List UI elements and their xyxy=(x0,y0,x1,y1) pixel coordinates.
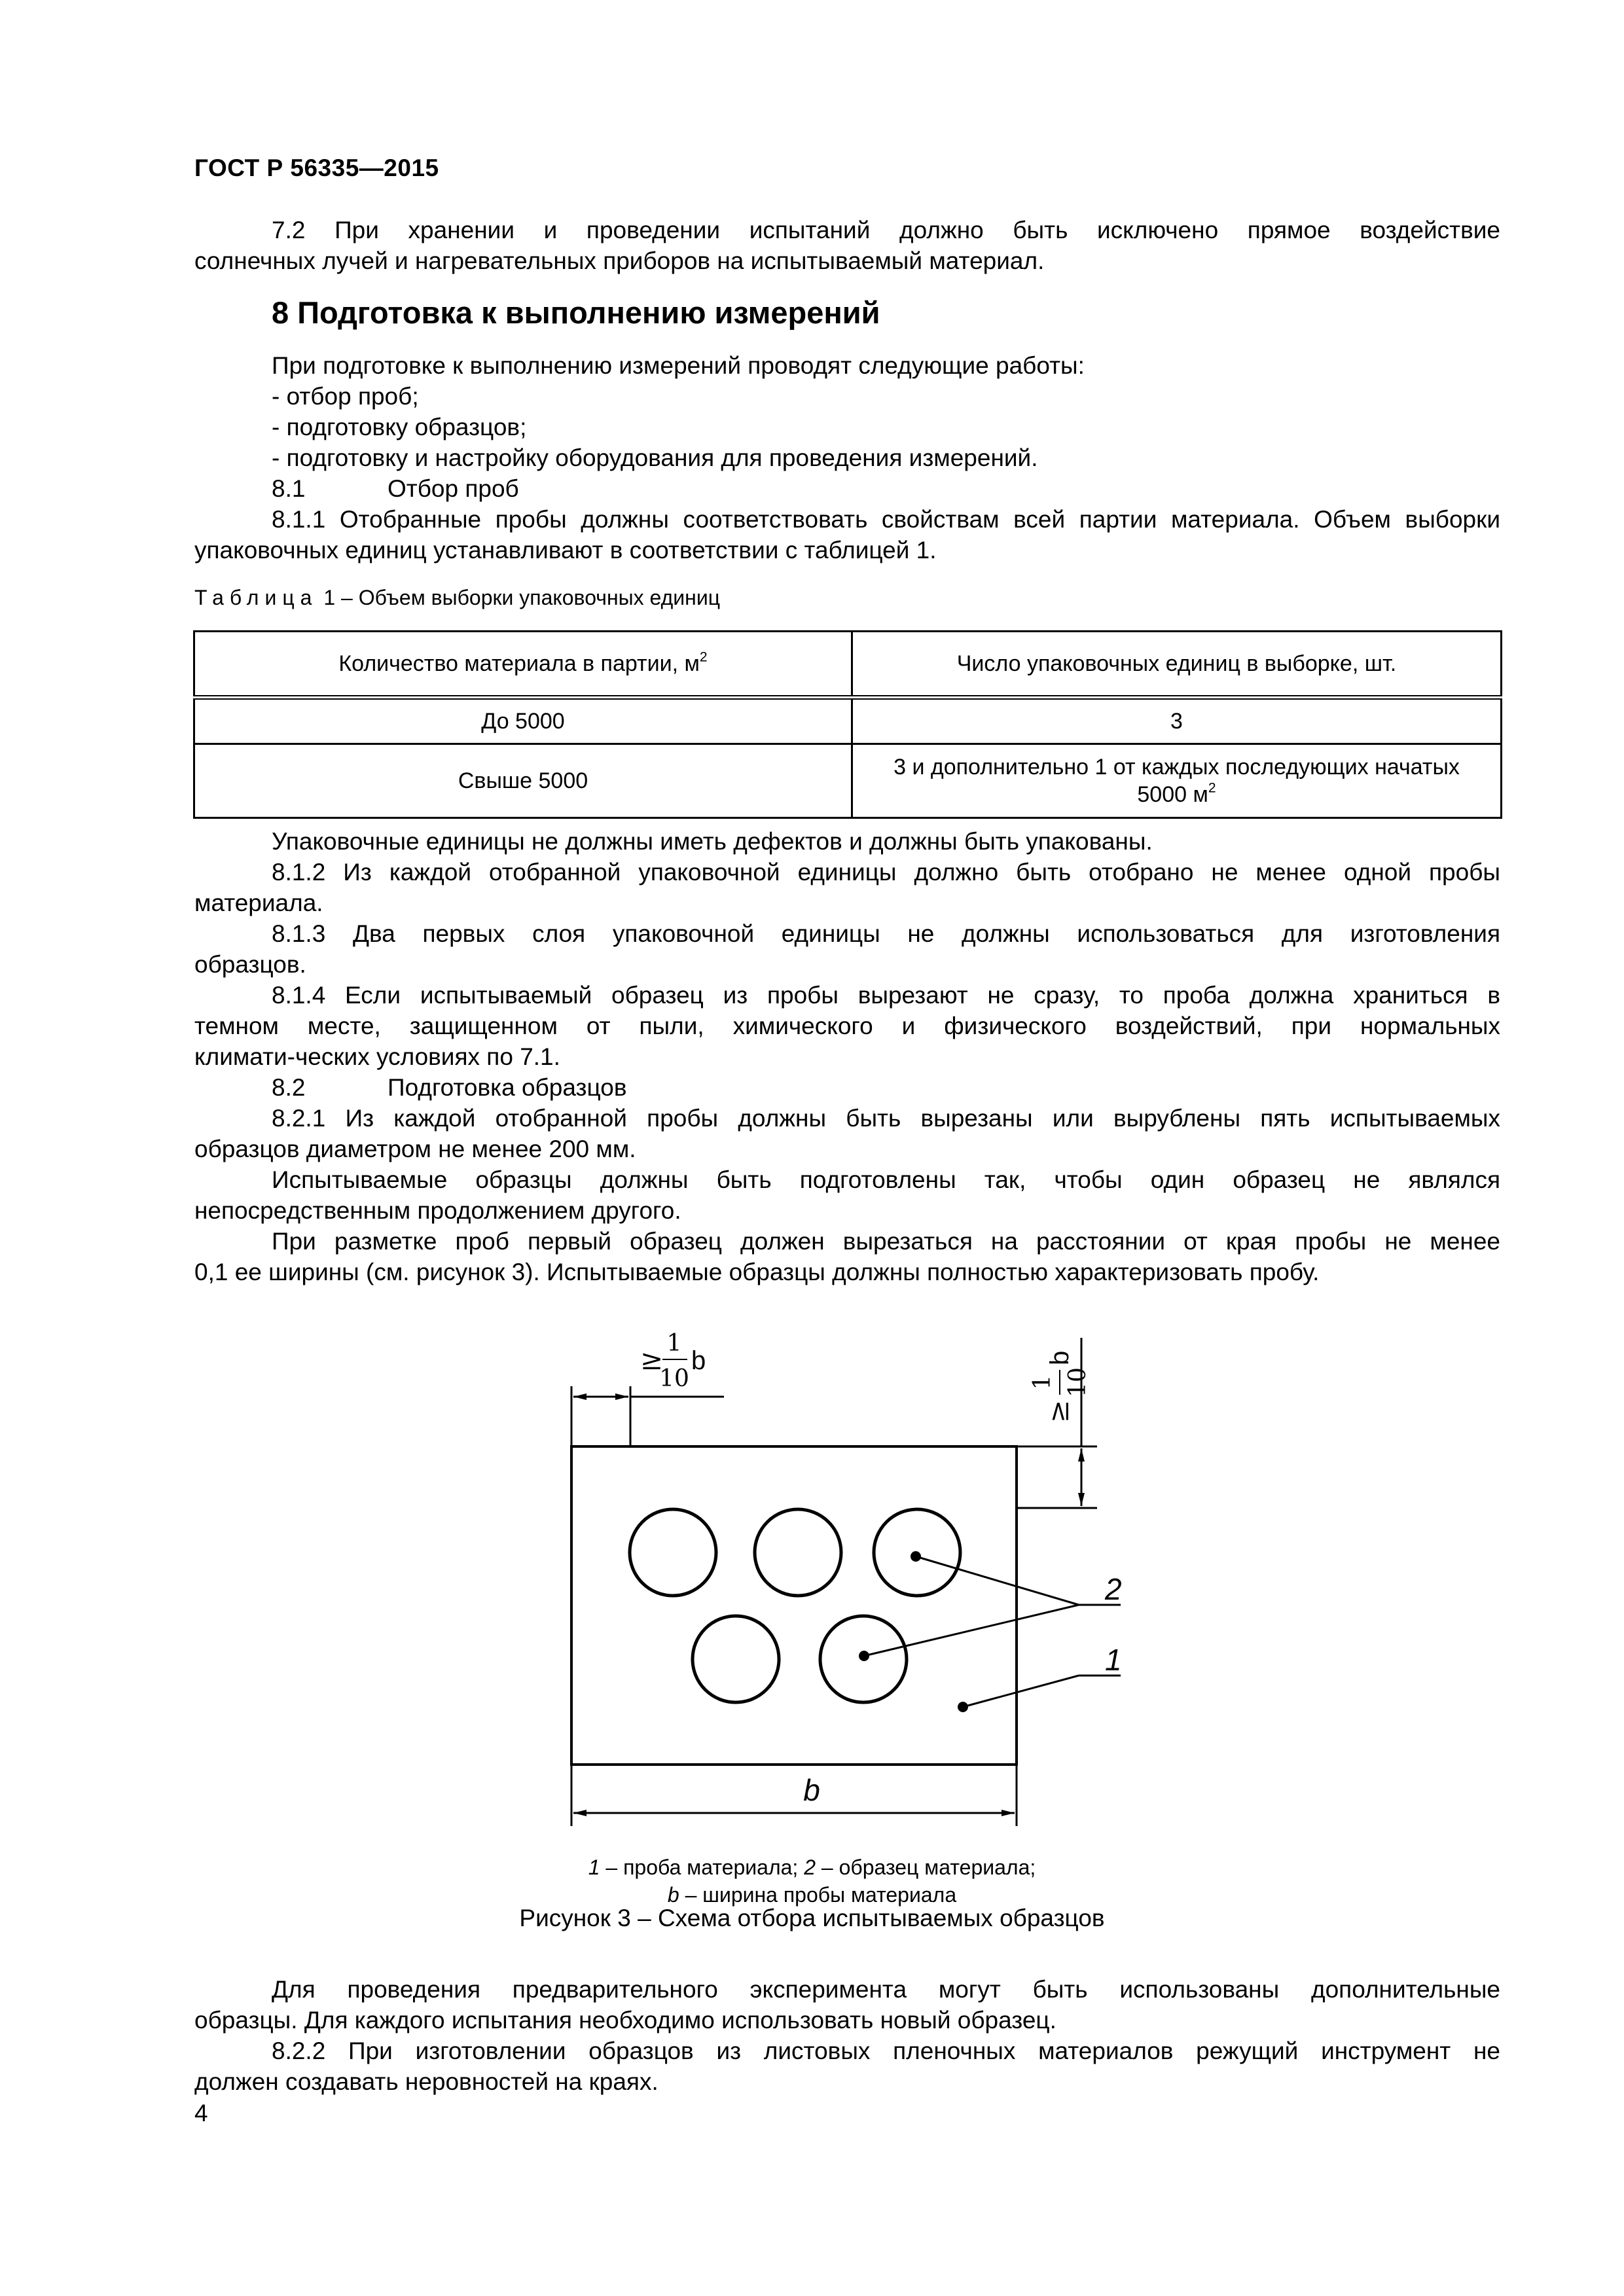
header-text: Количество материала в партии, м xyxy=(338,651,700,676)
document-code-header: ГОСТ Р 56335—2015 xyxy=(194,154,439,181)
text-line: 8.2.2 При изготовлении образцов из листовых пленочных материалов режущий инструмент не xyxy=(272,2037,1500,2064)
callout-1: 1 xyxy=(1105,1643,1122,1677)
legend-text: – проба материала; xyxy=(600,1856,804,1879)
text-line: 0,1 ее ширины (см. рисунок 3). Испытываемые образцы должны полностью характеризовать пробу. xyxy=(194,1259,1320,1285)
text-line: 8.2.1 Из каждой отобранной пробы должны быть вырезаны или вырублены пять испытываемых xyxy=(272,1105,1500,1132)
dimension-b: b xyxy=(1045,1350,1074,1365)
subsection-title-text: Подготовка образцов xyxy=(388,1074,627,1101)
text-line: должен создавать неровностей на краях. xyxy=(194,2068,659,2095)
figure-caption: Рисунок 3 – Схема отбора испытываемых образцов xyxy=(519,1905,1105,1931)
text-line: 8.1.2 Из каждой отобранной упаковочной единицы должно быть отобрано не менее одной пробы xyxy=(272,859,1500,886)
text-line: солнечных лучей и нагревательных приборов на испытываемый материал. xyxy=(194,247,1045,274)
table-caption-text: 1 – Объем выборки упаковочных единиц xyxy=(323,586,721,609)
subsection-number: 8.1 xyxy=(272,475,306,502)
text-line: упаковочных единиц устанавливают в соответствии с таблицей 1. xyxy=(194,537,937,564)
text-line: 8.1.1 Отобранные пробы должны соответствовать свойствам всей партии материала. Объем выборки xyxy=(272,506,1500,533)
leader-line xyxy=(916,1556,1079,1605)
text-line: Для проведения предварительного эксперимента могут быть использованы дополнительные xyxy=(272,1976,1500,2003)
text-line: климати-ческих условиях по 7.1. xyxy=(194,1043,560,1070)
dimension-denominator: 10 xyxy=(1064,1367,1091,1397)
legend-key: 1 xyxy=(588,1856,600,1879)
table-cell: 3 xyxy=(852,698,1502,744)
list-item: - подготовку и настройку оборудования для проведения измерений. xyxy=(272,444,1038,471)
text-line: Испытываемые образцы должны быть подготовлены так, чтобы один образец не являлся xyxy=(272,1166,1500,1193)
dimension-ge: ≥ xyxy=(640,1344,664,1376)
subsection-number: 8.2 xyxy=(272,1074,306,1101)
text-line: 8.1.4 Если испытываемый образец из пробы вырезают не сразу, то проба должна храниться в xyxy=(272,982,1500,1009)
sample-rectangle xyxy=(571,1446,1017,1765)
table-header-cell: Число упаковочных единиц в выборке, шт. xyxy=(852,632,1502,698)
text-line: При подготовке к выполнению измерений проводят следующие работы: xyxy=(272,352,1085,379)
cell-text-line: 3 и дополнительно 1 от каждых последующих начатых xyxy=(893,755,1460,780)
specimen-circle xyxy=(755,1509,841,1596)
legend-line xyxy=(0,1854,1624,1881)
dimension-b: b xyxy=(691,1346,706,1375)
leader-line xyxy=(963,1676,1079,1707)
text-line: образцов диаметром не менее 200 мм. xyxy=(194,1136,636,1162)
text-line: непосредственным продолжением другого. xyxy=(194,1197,681,1224)
callout-2: 2 xyxy=(1105,1572,1122,1606)
superscript: 2 xyxy=(699,649,708,664)
text-line: При разметке проб первый образец должен вырезаться на расстоянии от края пробы не менее xyxy=(272,1228,1500,1255)
text-line: материала. xyxy=(194,889,323,916)
legend-key: b xyxy=(667,1883,679,1907)
text-line: образцы. Для каждого испытания необходимо использовать новый образец. xyxy=(194,2007,1056,2034)
dimension-numerator: 1 xyxy=(1029,1374,1056,1390)
figure-legend xyxy=(0,1854,1624,1909)
text-line: 7.2 При хранении и проведении испытаний должно быть исключено прямое воздействие xyxy=(272,217,1500,243)
text-line: темном месте, защищенном от пыли, химического и физического воздействий, при нормальных xyxy=(194,1013,1500,1039)
list-item: - отбор проб; xyxy=(272,383,419,410)
superscript: 2 xyxy=(1208,780,1216,796)
dimension-numerator: 1 xyxy=(666,1330,682,1357)
table-cell: До 5000 xyxy=(194,698,852,744)
closing-text xyxy=(194,1974,1500,2097)
specimen-circle xyxy=(630,1509,716,1596)
specimen-circle xyxy=(693,1616,779,1702)
list-item: - подготовку образцов; xyxy=(272,414,527,440)
legend-key: 2 xyxy=(804,1856,816,1879)
page-number: 4 xyxy=(194,2100,208,2126)
subsection-title-text: Отбор проб xyxy=(388,475,519,502)
legend-text: – образец материала; xyxy=(816,1856,1036,1879)
text-line: 8.1.3 Два первых слоя упаковочной единицы не должны использоваться для изготовления xyxy=(272,920,1500,947)
legend-text: – ширина пробы материала xyxy=(679,1883,957,1907)
section-heading: 8 Подготовка к выполнению измерений xyxy=(272,295,880,330)
dimension-ge: ≥ xyxy=(1043,1399,1075,1423)
table-cell: Свыше 5000 xyxy=(194,744,852,818)
table-caption-word: Таблица xyxy=(194,586,318,609)
cell-text-line: 5000 м xyxy=(1137,782,1208,807)
text-line: образцов. xyxy=(194,951,306,978)
dimension-denominator: 10 xyxy=(659,1365,689,1392)
text-line: Упаковочные единицы не должны иметь дефектов и должны быть упакованы. xyxy=(272,828,1153,855)
width-label-b: b xyxy=(803,1773,820,1807)
